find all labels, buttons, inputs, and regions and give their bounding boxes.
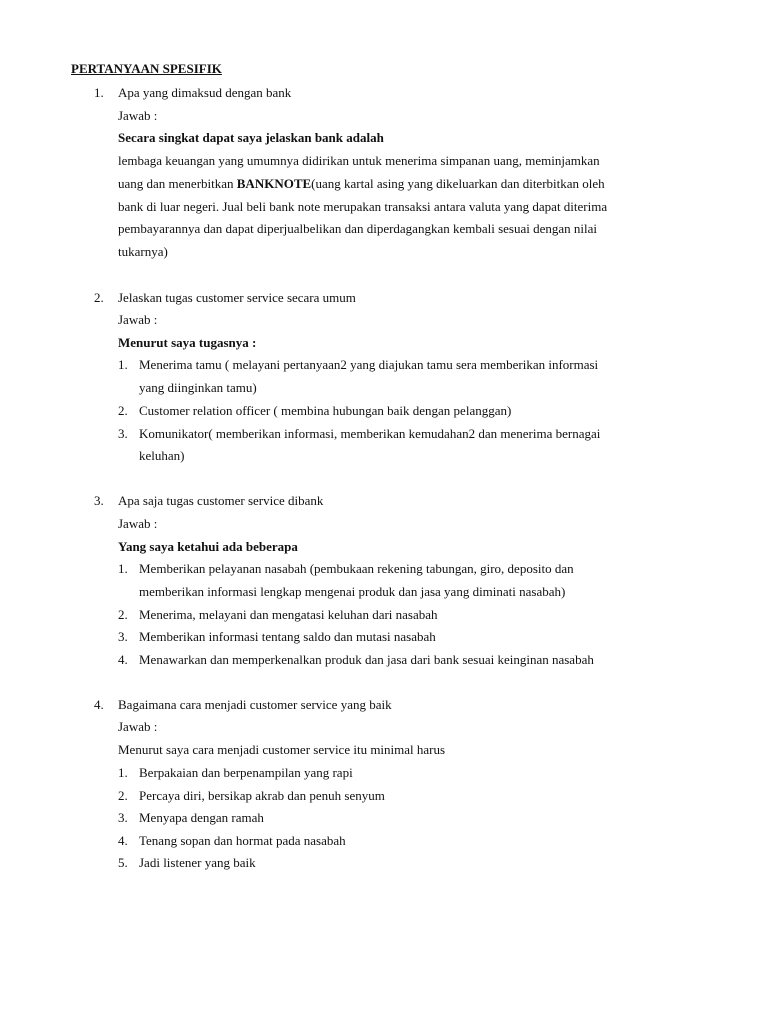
paragraph-text: (uang kartal asing yang dikeluarkan dan diterbitkan oleh xyxy=(311,176,605,191)
question-number: 3. xyxy=(94,493,104,508)
question-text: Apa saja tugas customer service dibank xyxy=(118,493,324,508)
question-text: Bagaimana cara menjadi customer service yang baik xyxy=(118,697,392,712)
list-item: 2. Customer relation officer ( membina hubungan baik dengan pelanggan) xyxy=(118,403,512,418)
list-item: 1. Berpakaian dan berpenampilan yang rapi xyxy=(118,765,353,780)
list-item: 3. Komunikator( memberikan informasi, memberikan kemudahan2 dan menerima bernagai xyxy=(118,426,601,441)
list-item: 3. Menyapa dengan ramah xyxy=(118,810,264,825)
list-item: 4. Tenang sopan dan hormat pada nasabah xyxy=(118,833,346,848)
list-item: 5. Jadi listener yang baik xyxy=(118,855,256,870)
document-title: PERTANYAAN SPESIFIK xyxy=(71,61,222,76)
answer-paragraph-line: pembayarannya dan dapat diperjualbelikan dan diperdagangkan kembali sesuai dengan nilai xyxy=(118,221,598,236)
question-1 xyxy=(94,85,291,101)
list-item: 2. Menerima, melayani dan mengatasi keluhan dari nasabah xyxy=(118,607,438,622)
answer-paragraph-line: tukarnya) xyxy=(118,244,168,259)
answer-paragraph-line: lembaga keuangan yang umumnya didirikan untuk menerima simpanan uang, meminjamkan xyxy=(118,153,600,168)
paragraph-text: uang dan menerbitkan xyxy=(118,176,237,191)
answer-intro: Menurut saya cara menjadi customer service itu minimal harus xyxy=(118,742,446,757)
list-item-continuation: keluhan) xyxy=(139,448,185,463)
question-4 xyxy=(94,697,392,713)
list-item: 3. Memberikan informasi tentang saldo dan mutasi nasabah xyxy=(118,629,436,644)
banknote-term: BANKNOTE xyxy=(236,176,312,191)
answer-label: Jawab : xyxy=(118,516,158,531)
question-number: 4. xyxy=(94,697,104,712)
question-number: 2. xyxy=(94,290,104,305)
answer-label: Jawab : xyxy=(118,108,158,123)
list-item-continuation: memberikan informasi lengkap mengenai produk dan jasa yang diminati nasabah) xyxy=(139,584,566,599)
answer-label: Jawab : xyxy=(118,312,158,327)
question-3 xyxy=(94,493,323,509)
answer-intro: Yang saya ketahui ada beberapa xyxy=(118,539,298,554)
answer-paragraph-line: bank di luar negeri. Jual beli bank note merupakan transaksi antara valuta yang dapat diterima xyxy=(118,199,608,214)
list-item: 4. Menawarkan dan memperkenalkan produk dan jasa dari bank sesuai keinginan nasabah xyxy=(118,652,594,667)
list-item: 2. Percaya diri, bersikap akrab dan penuh senyum xyxy=(118,788,385,803)
answer-intro: Secara singkat dapat saya jelaskan bank adalah xyxy=(118,130,384,145)
question-text: Apa yang dimaksud dengan bank xyxy=(118,85,292,100)
answer-label: Jawab : xyxy=(118,719,158,734)
question-number: 1. xyxy=(94,85,104,100)
list-item-continuation: yang diinginkan tamu) xyxy=(139,380,257,395)
answer-paragraph-line xyxy=(118,176,605,192)
question-text: Jelaskan tugas customer service secara umum xyxy=(118,290,356,305)
list-item: 1. Memberikan pelayanan nasabah (pembukaan rekening tabungan, giro, deposito dan xyxy=(118,561,574,576)
list-item: 1. Menerima tamu ( melayani pertanyaan2 yang diajukan tamu sera memberikan informasi xyxy=(118,357,599,372)
question-2 xyxy=(94,290,356,306)
answer-intro: Menurut saya tugasnya : xyxy=(118,335,257,350)
